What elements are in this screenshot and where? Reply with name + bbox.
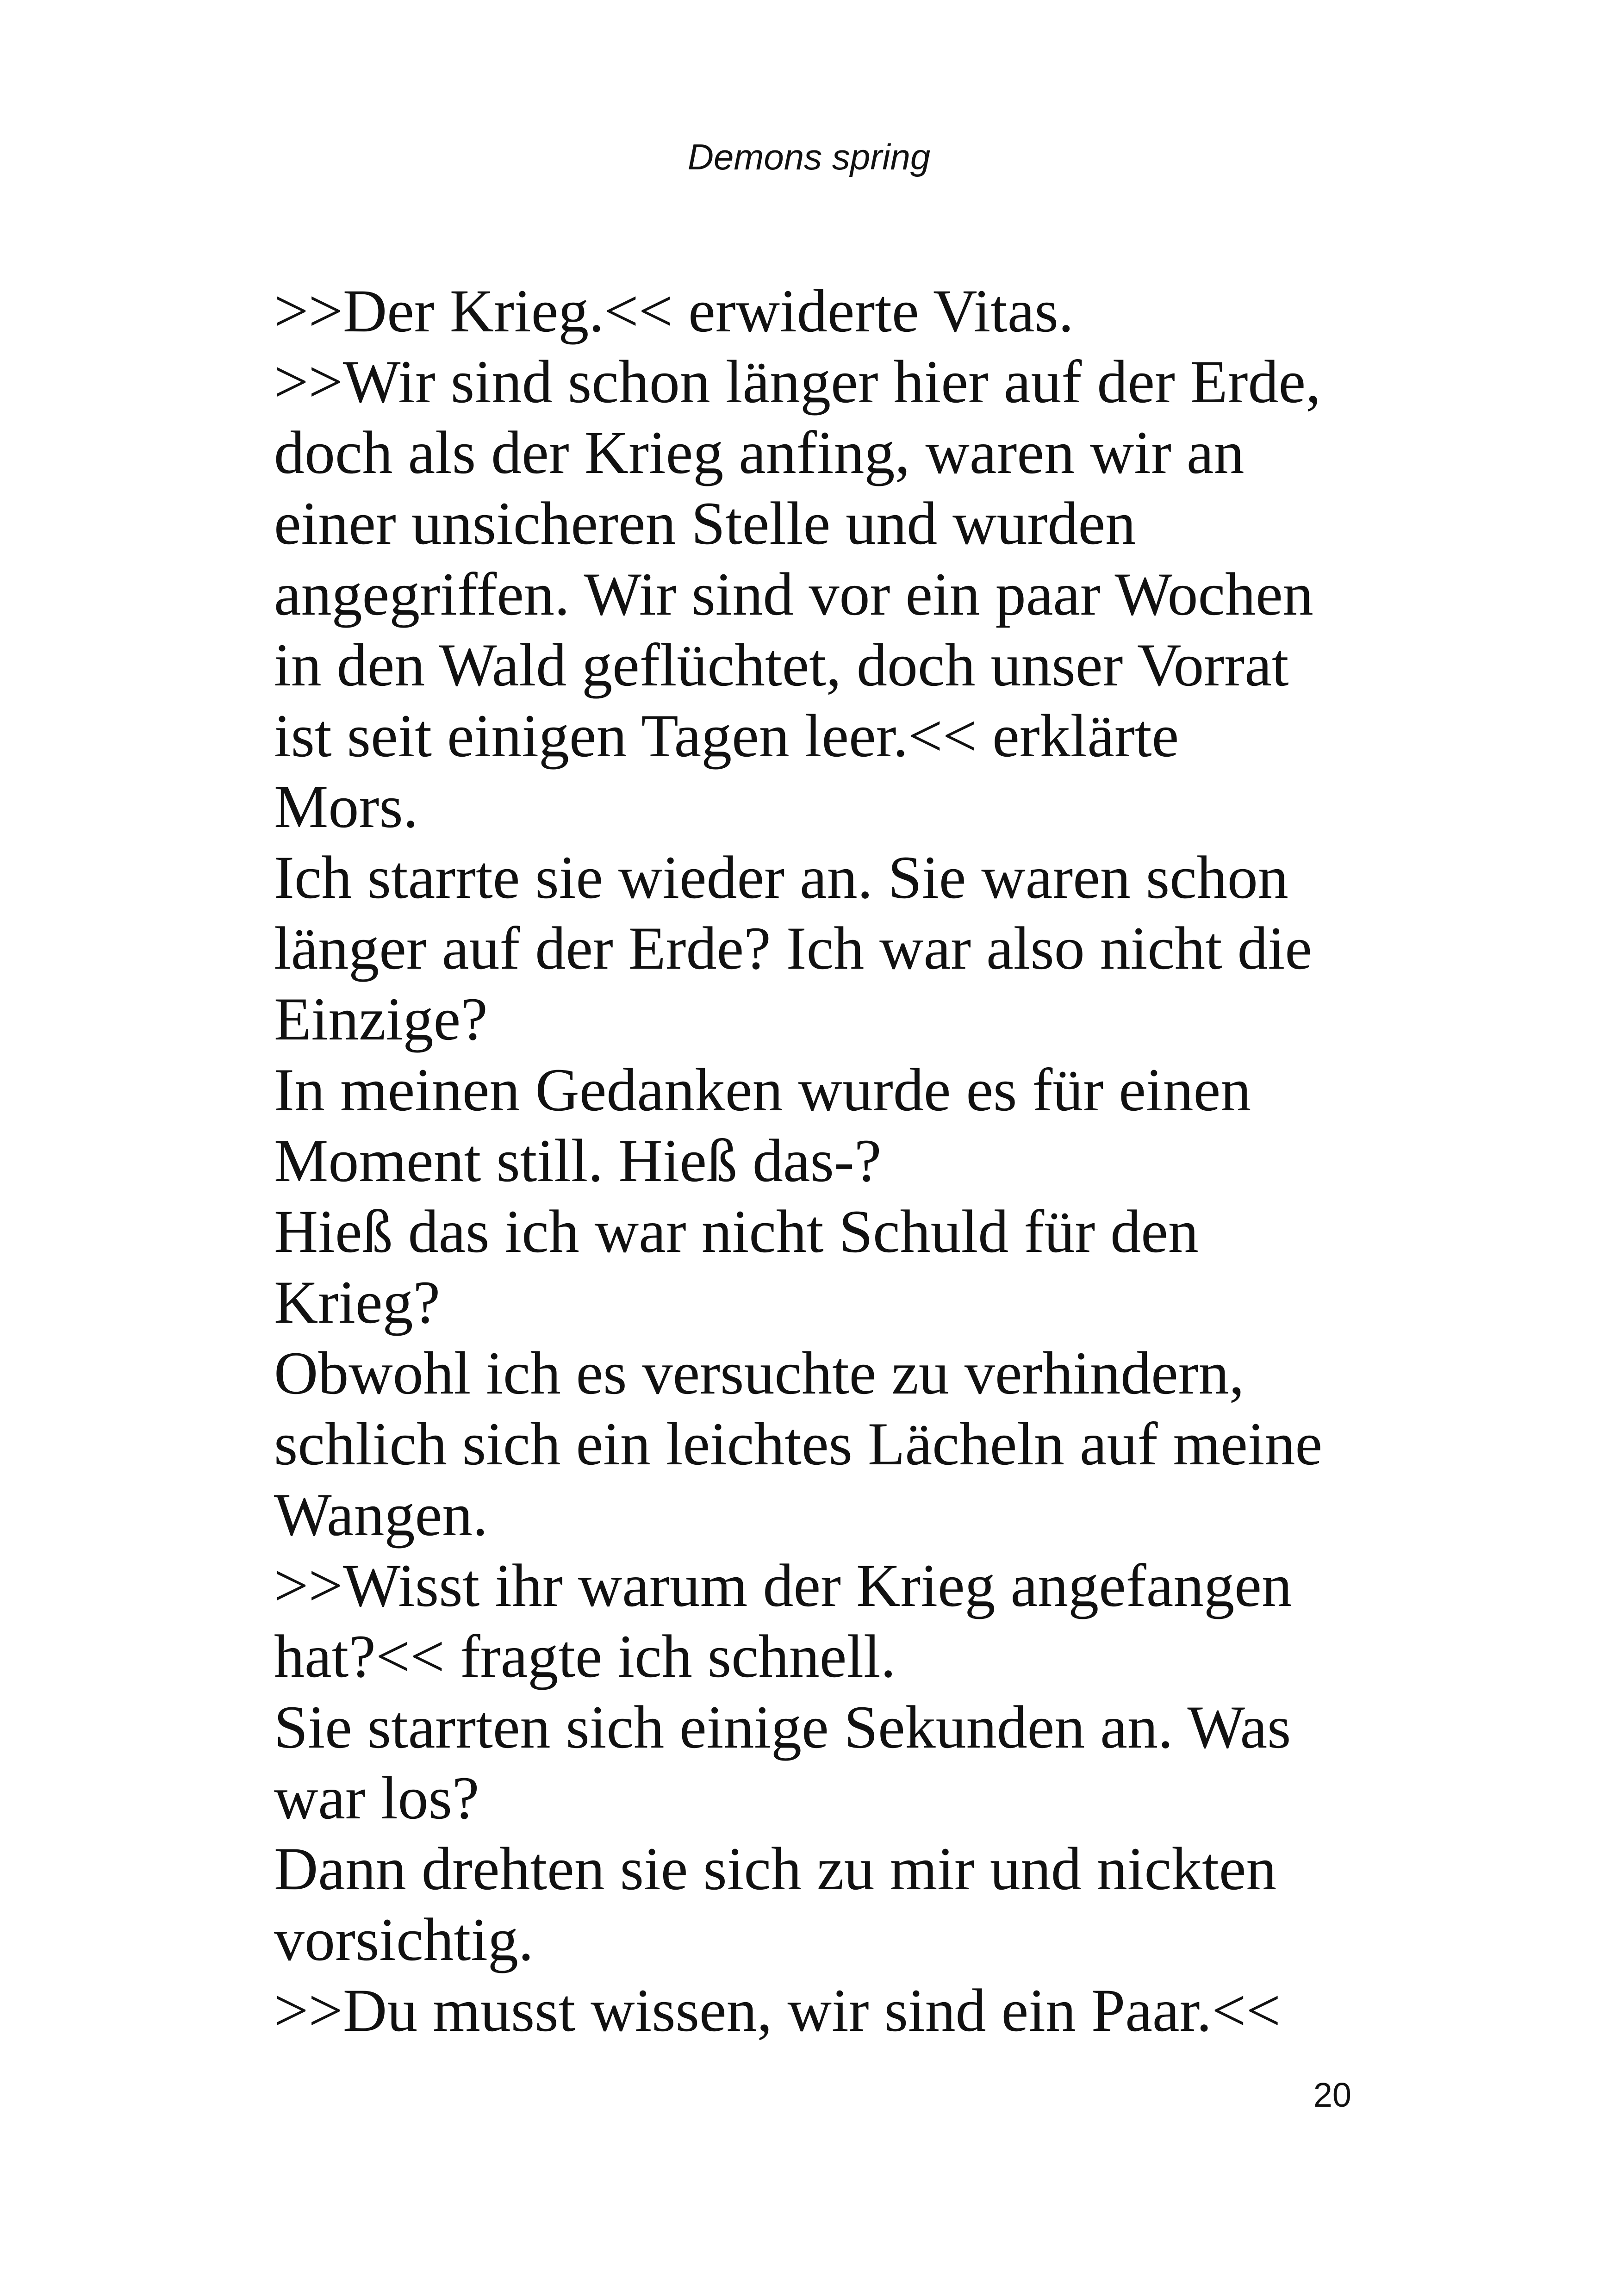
text-line: Hieß das ich war nicht Schuld für den: [274, 1197, 1199, 1265]
text-line: Mors.: [274, 772, 418, 840]
text-line: Sie starrten sich einige Sekunden an. Was: [274, 1693, 1291, 1761]
text-line: Krieg?: [274, 1268, 441, 1336]
text-line: Moment still. Hieß das-?: [274, 1126, 882, 1195]
text-line: >>Der Krieg.<< erwiderte Vitas.: [274, 277, 1074, 345]
text-line: ist seit einigen Tagen leer.<< erklärte: [274, 702, 1179, 770]
text-line: Ich starrte sie wieder an. Sie waren schon: [274, 843, 1288, 911]
page-number: 20: [1313, 2076, 1351, 2114]
text-line: war los?: [274, 1764, 479, 1832]
text-line: in den Wald geflüchtet, doch unser Vorrat: [274, 631, 1289, 699]
text-line: Obwohl ich es versuchte zu verhindern,: [274, 1339, 1245, 1407]
text-line: hat?<< fragte ich schnell.: [274, 1622, 896, 1690]
body-text: [274, 275, 1394, 2046]
text-line: Einzige?: [274, 985, 488, 1053]
text-line: vorsichtig.: [274, 1905, 534, 1973]
text-line: >>Wir sind schon länger hier auf der Erde,: [274, 348, 1321, 416]
text-line: In meinen Gedanken wurde es für einen: [274, 1056, 1251, 1124]
text-line: schlich sich ein leichtes Lächeln auf meine: [274, 1410, 1323, 1478]
text-line: Wangen.: [274, 1481, 488, 1549]
text-line: >>Wisst ihr warum der Krieg angefangen: [274, 1551, 1292, 1619]
text-line: länger auf der Erde? Ich war also nicht die: [274, 914, 1312, 982]
text-line: angegriffen. Wir sind vor ein paar Wochen: [274, 560, 1313, 628]
text-line: >>Du musst wissen, wir sind ein Paar.<<: [274, 1976, 1281, 2044]
running-header-title: Demons spring: [687, 137, 931, 177]
text-line: einer unsicheren Stelle und wurden: [274, 489, 1136, 557]
text-line: doch als der Krieg anfing, waren wir an: [274, 418, 1245, 486]
text-line: Dann drehten sie sich zu mir und nickten: [274, 1835, 1277, 1903]
